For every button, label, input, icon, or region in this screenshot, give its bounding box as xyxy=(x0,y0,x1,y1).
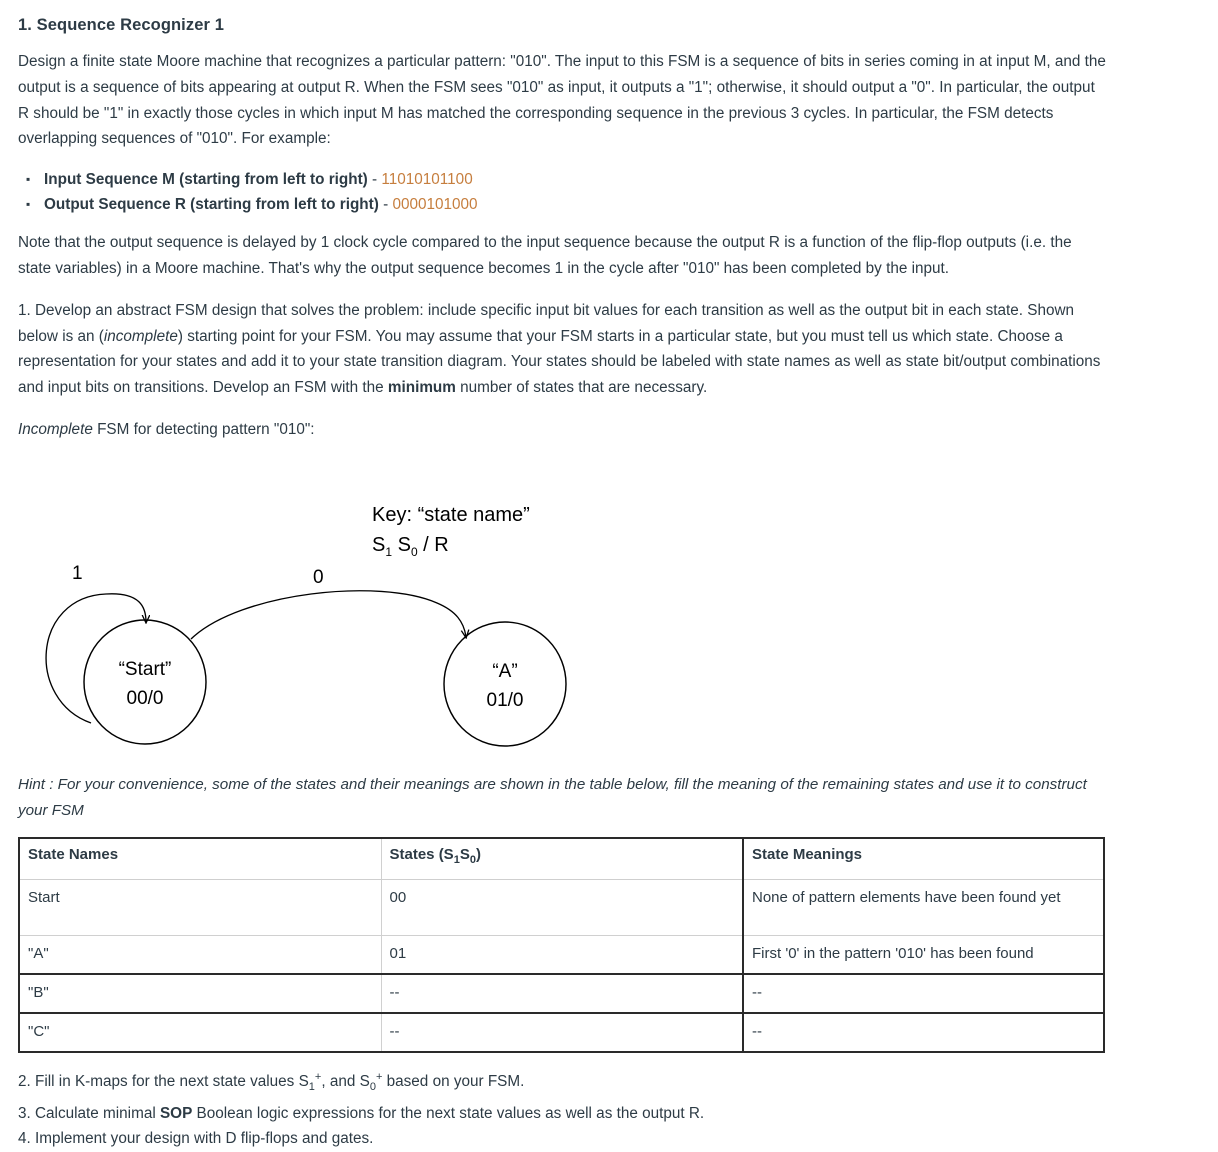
col2-sub1: 1 xyxy=(453,854,460,866)
caption-italic: Incomplete xyxy=(18,420,93,438)
table-row xyxy=(19,974,1104,1013)
state-name: “A” xyxy=(492,661,518,682)
table-row xyxy=(19,880,1104,936)
state-circle-a xyxy=(444,622,566,746)
state-code: 01/0 xyxy=(486,690,524,711)
cell-state-bits: 01 xyxy=(381,936,743,975)
sequence-value: 0000101000 xyxy=(392,196,478,214)
task2-b: , and S xyxy=(321,1073,370,1091)
column-header-state-names: State Names xyxy=(19,838,381,880)
task2-a: 2. Fill in K-maps for the next state values S xyxy=(18,1073,309,1091)
key-sub-0: 0 xyxy=(410,545,418,559)
diagram-key xyxy=(372,500,530,567)
task1-bold-word: minimum xyxy=(387,379,456,397)
key-line-1: Key: “state name” xyxy=(372,504,530,526)
state-code: 00/0 xyxy=(126,688,164,709)
task3-a: 3. Calculate minimal xyxy=(18,1104,160,1122)
task1-italic-word: incomplete xyxy=(103,327,178,345)
sequence-label: Input Sequence M (starting from left to right) xyxy=(44,171,368,189)
cell-state-name: Start xyxy=(19,880,381,936)
col2-mid: S xyxy=(459,846,470,863)
task1-paragraph xyxy=(18,298,1104,401)
key-tail: / R xyxy=(417,534,449,556)
lower-section xyxy=(0,766,1218,1152)
task1-part-b: ) starting point for your FSM. You may assume that your FSM starts in a particular state, but you must tell us which state. Choose a representation for your states and add it to your state transition diagram. Your states should be labeled with state names as well as state bit/output combinations and input bits on transitions. Develop an FSM with the xyxy=(18,327,1101,397)
sequence-dash: - xyxy=(383,196,389,214)
cell-state-meaning: First '0' in the pattern '010' has been found xyxy=(743,936,1104,975)
col2-pre: States (S xyxy=(389,846,454,863)
caption-rest: FSM for detecting pattern "010": xyxy=(92,420,315,438)
cell-state-name: "B" xyxy=(19,974,381,1013)
task-list xyxy=(18,1065,1200,1152)
task1-part-c: number of states that are necessary. xyxy=(455,379,708,397)
task2-sub1: 1 xyxy=(308,1081,315,1094)
col2-post: ) xyxy=(475,846,481,863)
state-table xyxy=(18,837,1105,1053)
table-row xyxy=(19,1013,1104,1052)
transition-start-to-a xyxy=(191,591,466,639)
state-circle-start xyxy=(84,620,206,744)
cell-state-bits: 00 xyxy=(381,880,743,936)
task-item-2 xyxy=(18,1065,1200,1101)
sequence-dash: - xyxy=(372,171,378,189)
self-loop-label: 1 xyxy=(72,563,83,584)
key-s1: S xyxy=(372,534,386,556)
transition-label: 0 xyxy=(313,567,324,588)
col2-sub0: 0 xyxy=(469,854,476,866)
task-item-4: 4. Implement your design with D flip-flops and gates. xyxy=(18,1130,374,1148)
state-name: “Start” xyxy=(118,659,172,680)
task3-b: Boolean logic expressions for the next state values as well as the output R. xyxy=(192,1104,705,1122)
hint-paragraph: Hint : For your convenience, some of the states and their meanings are shown in the table below, fill the meaning of the remaining states and use it to construct your FSM xyxy=(18,776,1087,819)
key-s0: S xyxy=(397,534,411,556)
task2-c: based on your FSM. xyxy=(382,1073,525,1091)
cell-state-meaning: -- xyxy=(743,974,1104,1013)
table-header-row xyxy=(19,838,1104,880)
sequence-label: Output Sequence R (starting from left to right) xyxy=(44,196,379,214)
intro-paragraph: Design a finite state Moore machine that recognizes a particular pattern: "010". The input to this FSM is a sequence of bits in series coming in at input M, and the output is a sequence of bits appearing at output R. When the FSM sees "010" as input, it outputs a "1"; otherwise, it should output a "0". In particular, the output R should be "1" in exactly those cycles in which input M has matched the corresponding sequence in the previous 3 cycles. In particular, the FSM detects overlapping sequences of "010". For example: xyxy=(18,53,1106,148)
note-paragraph: Note that the output sequence is delayed by 1 clock cycle compared to the input sequence because the output R is a function of the flip-flop outputs (i.e. the state variables) in a Moore machine. That's why the output sequence becomes 1 in the cycle after "010" has been completed by the input. xyxy=(18,234,1072,277)
key-sub-1: 1 xyxy=(385,545,393,559)
key-line-2 xyxy=(372,530,530,567)
state-label-start xyxy=(84,655,206,713)
task1-part-a: 1. Develop an abstract FSM design that solves the problem: include specific input bit values for each transition as well as the output bit in each state. Shown below is an ( xyxy=(18,301,1075,345)
sequence-list xyxy=(18,168,1200,216)
assignment-page xyxy=(0,0,1218,443)
cell-state-name: "C" xyxy=(19,1013,381,1052)
cell-state-name: "A" xyxy=(19,936,381,975)
column-header-state-meanings: State Meanings xyxy=(743,838,1104,880)
self-loop-transition xyxy=(46,594,146,723)
list-item xyxy=(18,193,1200,216)
cell-state-bits: -- xyxy=(381,1013,743,1052)
page-title: 1. Sequence Recognizer 1 xyxy=(18,16,224,34)
state-label-a xyxy=(444,657,566,715)
column-header-states xyxy=(381,838,743,880)
cell-state-meaning: None of pattern elements have been found yet xyxy=(743,880,1104,936)
task-item-3 xyxy=(18,1101,1200,1127)
table-row xyxy=(19,936,1104,975)
list-item xyxy=(18,168,1200,191)
cell-state-meaning: -- xyxy=(743,1013,1104,1052)
task3-bold: SOP xyxy=(159,1104,193,1122)
task2-sup1: + xyxy=(314,1071,322,1083)
bullet-icon: ▪ xyxy=(26,197,31,212)
cell-state-bits: -- xyxy=(381,974,743,1013)
sequence-value: 11010101100 xyxy=(381,171,473,189)
bullet-icon: ▪ xyxy=(26,172,31,187)
diagram-caption xyxy=(18,417,1106,443)
task2-sub0: 0 xyxy=(369,1081,376,1094)
task2-sup0: + xyxy=(375,1071,383,1083)
